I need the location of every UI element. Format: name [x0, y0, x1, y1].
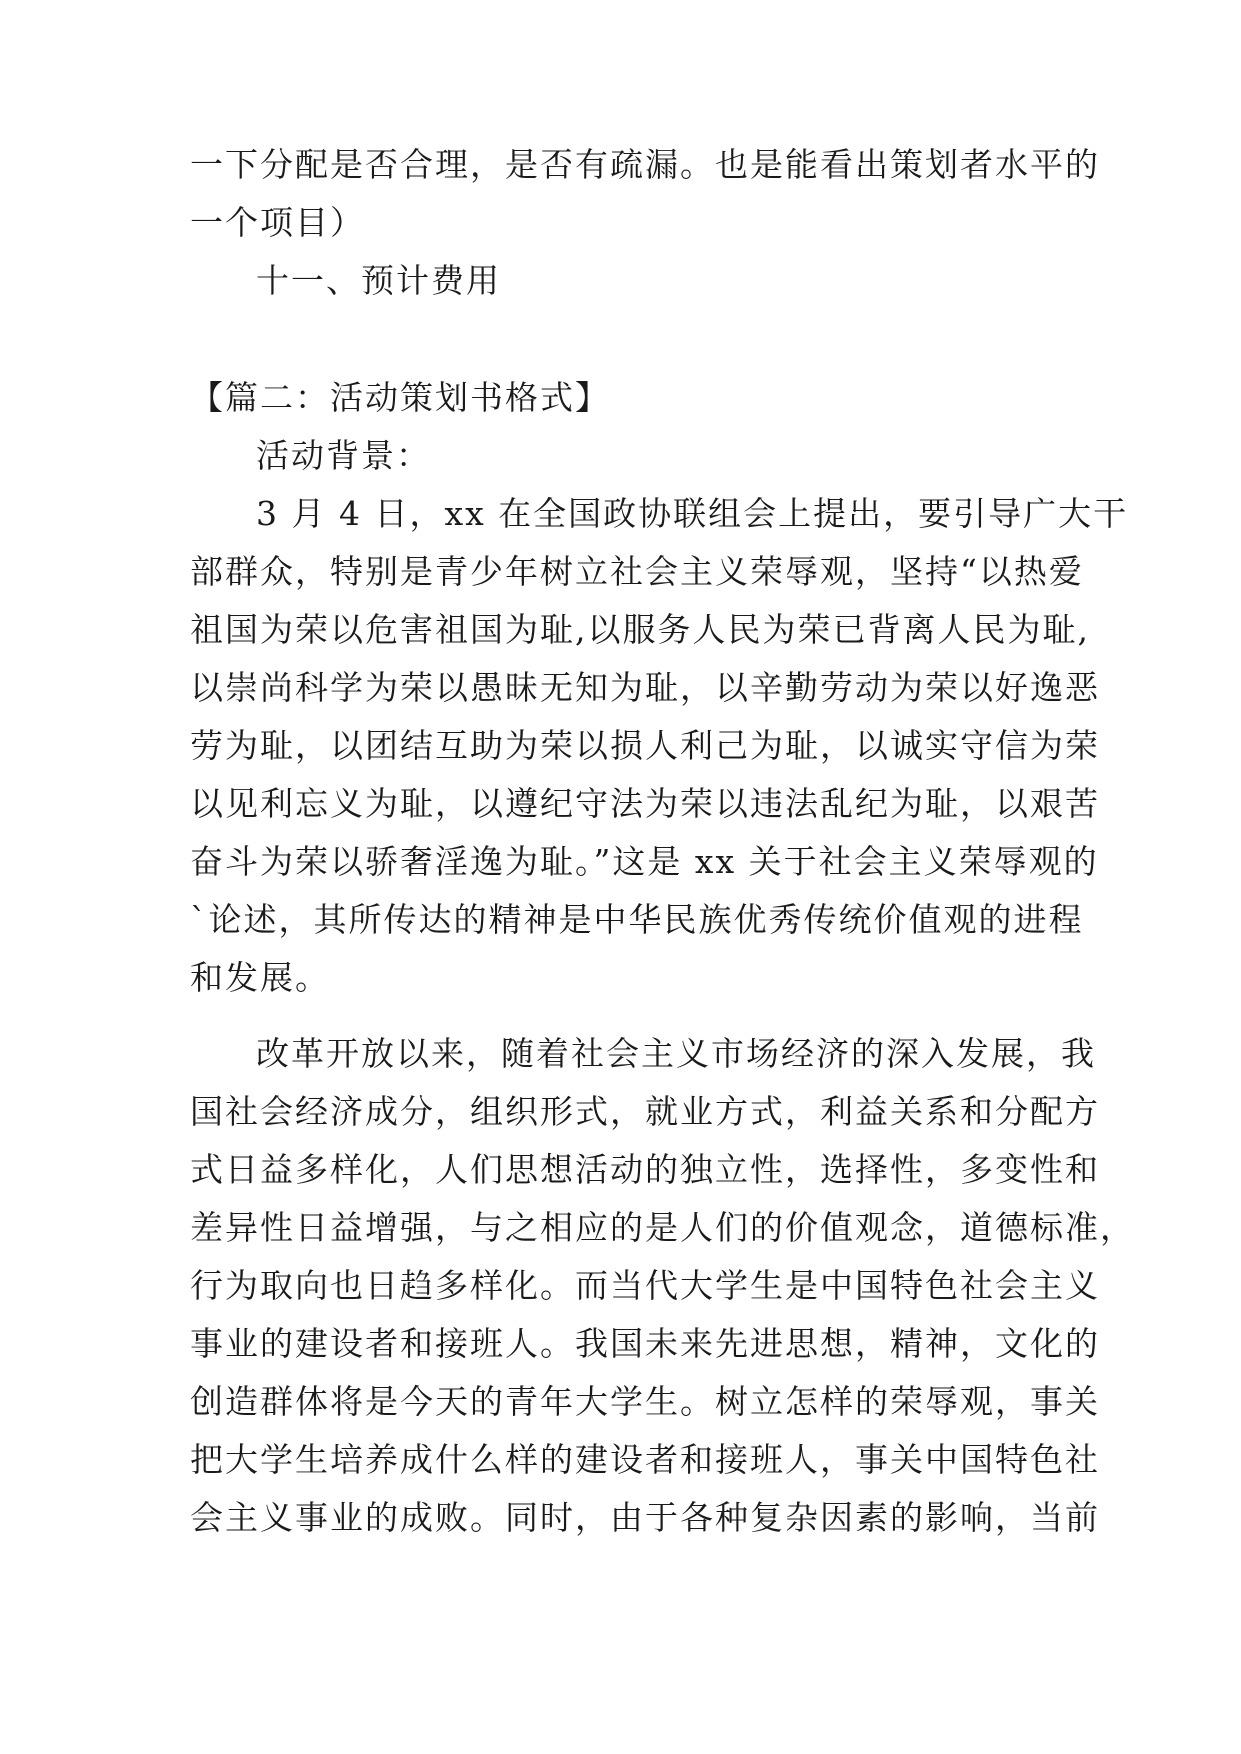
text-line: 以崇尚科学为荣以愚昧无知为耻，以辛勤劳动为荣以好逸恶 [190, 668, 1100, 707]
text-line: 国社会经济成分，组织形式，就业方式，利益关系和分配方 [190, 1092, 1100, 1131]
text-line: 劳为耻，以团结互助为荣以损人利己为耻，以诚实守信为荣 [190, 726, 1100, 765]
text-line: 3 月 4 日，xx 在全国政协联组会上提出，要引导广大干 [256, 494, 1129, 533]
section-heading: 十一、预计费用 [256, 261, 501, 300]
text-line: 会主义事业的成败。同时，由于各种复杂因素的影响，当前 [190, 1498, 1100, 1537]
text-line: 一下分配是否合理，是否有疏漏。也是能看出策划者水平的 [190, 145, 1100, 184]
text-line: 改革开放以来，随着社会主义市场经济的深入发展，我 [256, 1034, 1096, 1073]
chapter-title: 【篇二：活动策划书格式】 [190, 378, 610, 417]
text-line: 奋斗为荣以骄奢淫逸为耻。”这是 xx 关于社会主义荣辱观的 [190, 842, 1099, 881]
text-line: 把大学生培养成什么样的建设者和接班人，事关中国特色社 [190, 1440, 1100, 1479]
text-line: 行为取向也日趋多样化。而当代大学生是中国特色社会主义 [190, 1266, 1100, 1305]
text-line: 以见利忘义为耻，以遵纪守法为荣以违法乱纪为耻，以艰苦 [190, 784, 1100, 823]
text-line: 一个项目） [190, 203, 365, 242]
text-line: 创造群体将是今天的青年大学生。树立怎样的荣辱观，事关 [190, 1382, 1100, 1421]
text-line: 事业的建设者和接班人。我国未来先进思想，精神，文化的 [190, 1324, 1100, 1363]
text-line: `论述，其所传达的精神是中华民族优秀传统价值观的进程 [190, 900, 1084, 939]
text-line: 差异性日益增强，与之相应的是人们的价值观念，道德标准， [190, 1208, 1135, 1247]
text-line: 式日益多样化，人们思想活动的独立性，选择性，多变性和 [190, 1150, 1100, 1189]
text-line: 部群众，特别是青少年树立社会主义荣辱观，坚持“以热爱 [190, 552, 1084, 591]
subheading: 活动背景： [256, 436, 431, 475]
text-line: 祖国为荣以危害祖国为耻,以服务人民为荣已背离人民为耻, [190, 610, 1090, 649]
text-line: 和发展。 [190, 958, 330, 997]
